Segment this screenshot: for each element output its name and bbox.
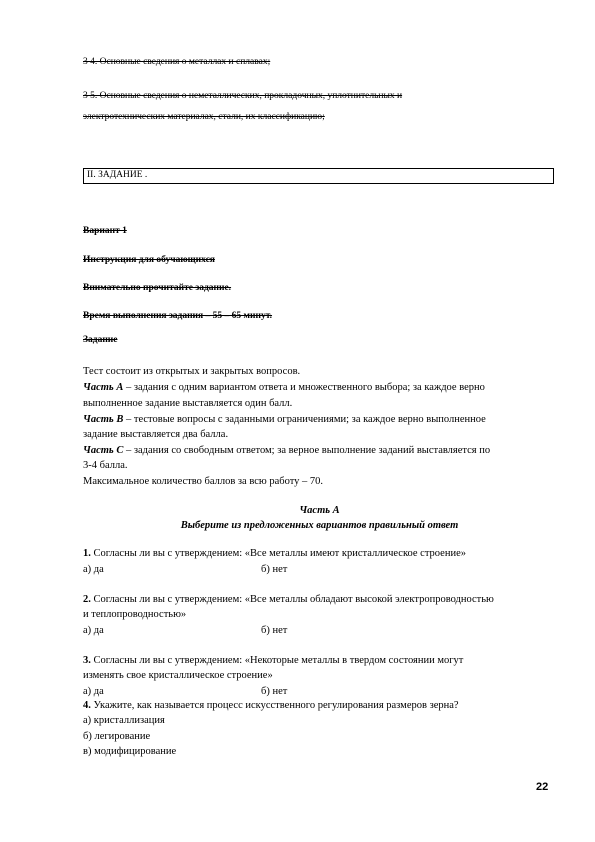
part-b-description — [83, 414, 486, 425]
instruction-title: Инструкция для обучающихся — [83, 255, 215, 265]
question-2-text-continued: и теплопроводностью» — [83, 609, 187, 620]
question-4-option-a: а) кристаллизация — [83, 715, 165, 726]
question-3-text: Согласны ли вы с утверждением: «Некоторые металлы в твердом состоянии могут — [90, 655, 464, 666]
variant-label: Вариант 1 — [83, 226, 127, 236]
question-2-option-a: а) да — [83, 625, 104, 636]
question-1-number: 1. — [83, 548, 91, 559]
question-4-text: Укажите, как называется процесс искусственного регулирования размеров зерна? — [90, 700, 459, 711]
question-1 — [83, 548, 466, 559]
part-c-desc-continued: 3-4 балла. — [83, 460, 128, 471]
part-b-desc-continued: задание выставляется два балла. — [83, 429, 229, 440]
part-b-label: Часть В — [83, 414, 124, 425]
question-2-option-b: б) нет — [261, 625, 288, 636]
question-1-text: Согласны ли вы с утверждением: «Все металлы имеют кристаллическое строение» — [90, 548, 466, 559]
section-3-5-line-continued: электротехнических материалах, стали, их классификацию; — [83, 112, 325, 122]
time-limit: Время выполнения задания – 55 – 65 минут. — [83, 311, 273, 321]
question-2-text: Согласны ли вы с утверждением: «Все металлы обладают высокой электропроводностью — [90, 594, 494, 605]
section-title: Часть А — [299, 505, 340, 516]
part-a-desc-continued: выполненное задание выставляется один балл. — [83, 398, 293, 409]
question-4-option-b: б) легирование — [83, 731, 151, 742]
part-c-desc: – задания со свободным ответом; за верное выполнение заданий выставляется по — [123, 445, 491, 456]
max-score: Максимальное количество баллов за всю работу – 70. — [83, 476, 324, 487]
section-3-5-line: 3 5. Основные сведения о неметаллических, прокладочных, уплотнительных и — [83, 91, 403, 101]
part-c-description — [83, 445, 490, 456]
instruction-read: Внимательно прочитайте задание. — [83, 283, 232, 293]
question-4-number: 4. — [83, 700, 91, 711]
section-subtitle: Выберите из предложенных вариантов правильный ответ — [180, 520, 459, 531]
question-3-text-continued: изменять свое кристаллическое строение» — [83, 670, 273, 681]
task-heading-box — [83, 168, 554, 184]
question-1-option-b: б) нет — [261, 564, 288, 575]
intro-text: Тест состоит из открытых и закрытых вопросов. — [83, 366, 301, 377]
question-4 — [83, 700, 459, 711]
question-1-option-a: а) да — [83, 564, 104, 575]
part-a-description — [83, 382, 485, 393]
question-3-option-a: а) да — [83, 686, 104, 697]
part-a-desc: – задания с одним вариантом ответа и множественного выбора; за каждое верно — [123, 382, 485, 393]
assignment-title: Задание — [83, 335, 118, 345]
section-3-4-line: 3 4. Основные сведения о металлах и сплавах; — [83, 57, 271, 67]
question-2 — [83, 594, 494, 605]
question-4-option-c: в) модифицирование — [83, 746, 177, 757]
question-3-option-b: б) нет — [261, 686, 288, 697]
question-3-number: 3. — [83, 655, 91, 666]
page-number: 22 — [536, 781, 549, 793]
task-heading: II. ЗАДАНИЕ . — [87, 170, 148, 180]
part-b-desc: – тестовые вопросы с заданными ограничениями; за каждое верно выполненное — [123, 414, 486, 425]
question-3 — [83, 655, 463, 666]
question-2-number: 2. — [83, 594, 91, 605]
part-a-label: Часть А — [83, 382, 124, 393]
part-c-label: Часть С — [83, 445, 124, 456]
